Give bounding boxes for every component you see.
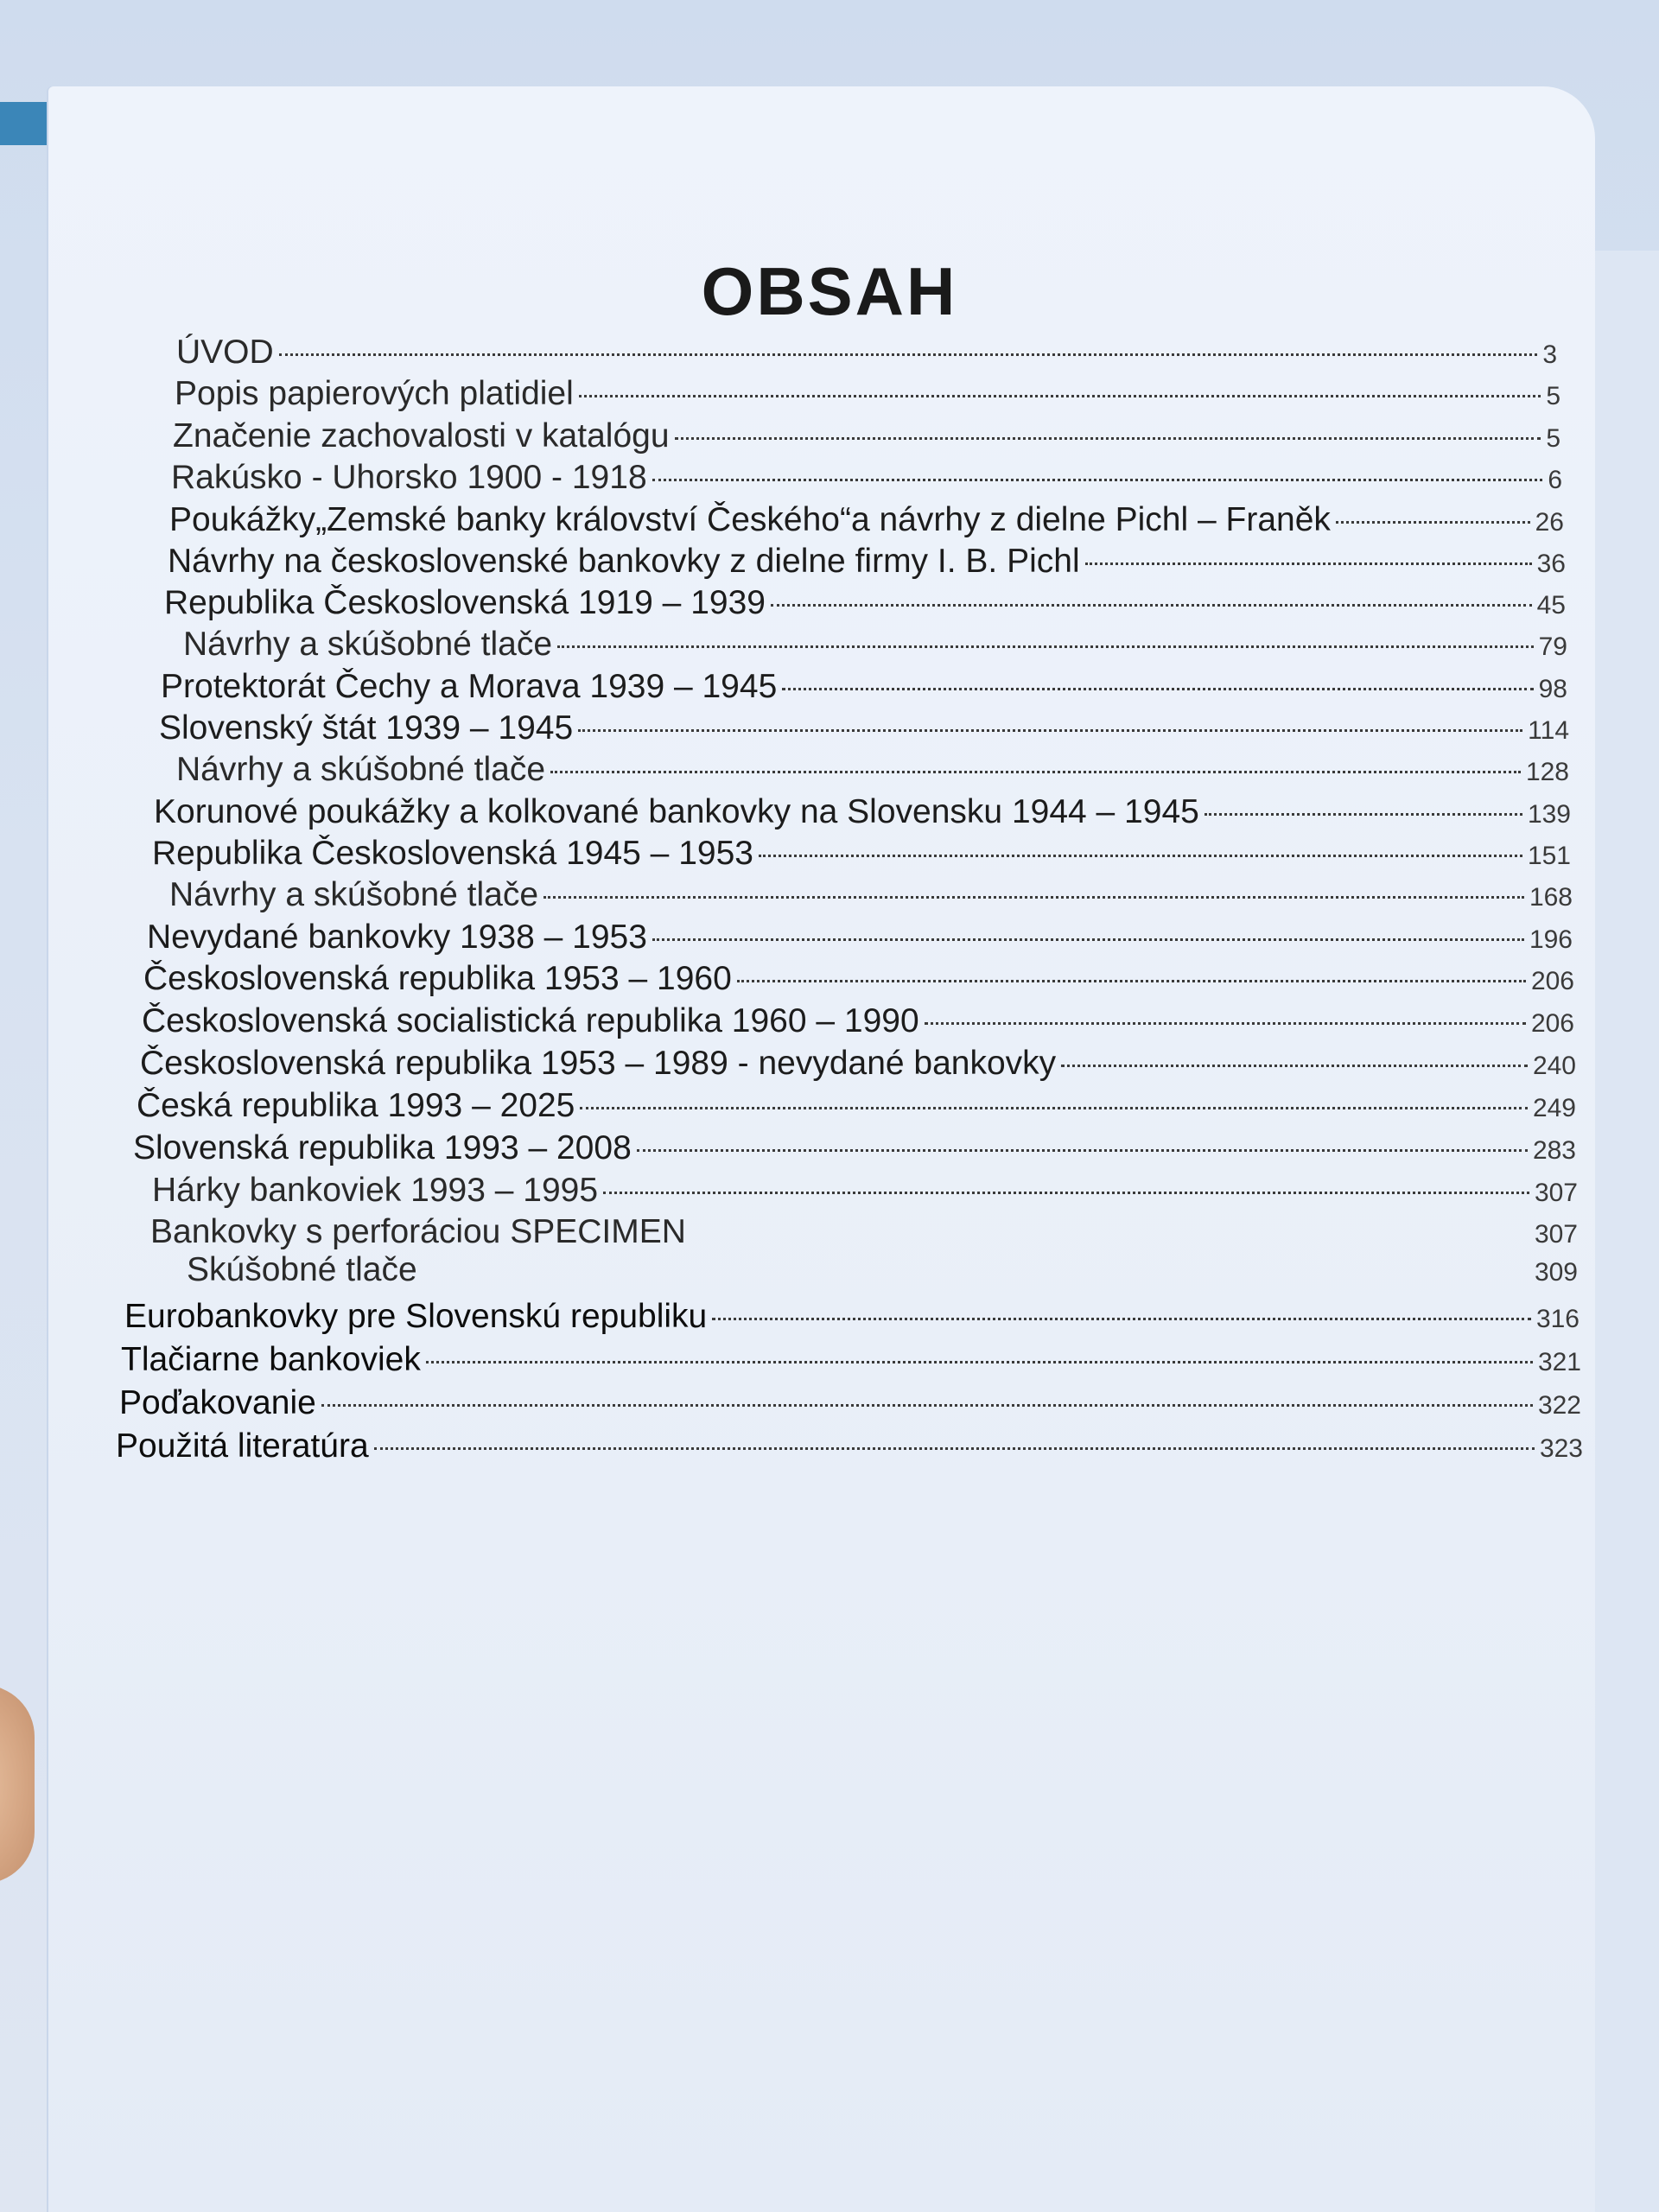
- toc-leader-dots: [321, 1404, 1533, 1407]
- toc-page-number: 5: [1546, 424, 1560, 453]
- toc-entry-label: Republika Československá 1919 – 1939: [164, 584, 766, 621]
- toc-entry-label: Československá socialistická republika 1960 – 1990: [142, 1002, 919, 1039]
- toc-entry-label: Návrhy a skúšobné tlače: [183, 626, 553, 663]
- toc-entry: [168, 541, 1566, 582]
- toc-page-number: 128: [1525, 758, 1569, 786]
- toc-page-number: 3: [1542, 340, 1557, 369]
- toc-entry-label: Korunové poukážky a kolkované bankovky na Slovensku 1944 – 1945: [154, 793, 1199, 830]
- toc-entry-label: Tlačiarne bankoviek: [121, 1341, 421, 1378]
- toc-entry: [147, 917, 1573, 958]
- toc-entry-label: Československá republika 1953 – 1960: [143, 960, 732, 997]
- toc-entry-label: Hárky bankoviek 1993 – 1995: [152, 1172, 599, 1209]
- toc-leader-dots: [712, 1318, 1531, 1320]
- toc-page-number: 114: [1528, 716, 1569, 745]
- toc-page-number: 139: [1527, 800, 1571, 829]
- toc-leader-dots: [578, 729, 1522, 732]
- toc-entry: [164, 582, 1566, 624]
- toc-entry: [116, 1426, 1583, 1467]
- toc-entry-label: Republika Československá 1945 – 1953: [152, 835, 753, 872]
- toc-leader-dots: [771, 604, 1532, 607]
- toc-entry: [119, 1382, 1581, 1424]
- toc-leader-dots: [782, 688, 1533, 690]
- toc-page-number: 36: [1536, 550, 1566, 578]
- toc-page-number: 240: [1532, 1052, 1576, 1080]
- toc-entry: [173, 416, 1560, 457]
- toc-entry: [143, 958, 1574, 1000]
- toc-entry: [175, 373, 1560, 415]
- toc-entry: [161, 666, 1567, 708]
- toc-page-number: 196: [1529, 925, 1573, 954]
- toc-leader-dots: [550, 771, 1521, 773]
- toc-leader-dots: [637, 1149, 1528, 1152]
- toc-leader-dots: [737, 980, 1526, 982]
- toc-entry: [176, 332, 1557, 373]
- toc-leader-dots: [652, 479, 1543, 481]
- toc-entry: [176, 749, 1569, 791]
- toc-page-number: 249: [1532, 1094, 1576, 1122]
- toc-leader-dots: [426, 1361, 1533, 1363]
- toc-page-number: 98: [1538, 675, 1567, 703]
- toc-entry: [140, 1043, 1576, 1084]
- toc-page-number: 206: [1530, 967, 1574, 995]
- toc-entry-label: Skúšobné tlače: [187, 1251, 417, 1288]
- toc-leader-dots: [580, 1107, 1528, 1109]
- toc-entry-label: Návrhy a skúšobné tlače: [169, 876, 539, 913]
- toc-page-number: 6: [1548, 466, 1562, 494]
- toc-entry-label: ÚVOD: [176, 334, 274, 371]
- toc-page-number: 5: [1546, 382, 1560, 410]
- toc-entry-label: Eurobankovky pre Slovenskú republiku: [124, 1298, 708, 1335]
- toc-entry-label: Nevydané bankovky 1938 – 1953: [147, 918, 647, 956]
- toc-entry-label: Návrhy na československé bankovky z dielne firmy I. B. Pichl: [168, 543, 1080, 580]
- toc-leader-dots: [1336, 521, 1530, 524]
- toc-leader-dots: [603, 1192, 1529, 1194]
- toc-entry-label: Rakúsko - Uhorsko 1900 - 1918: [171, 459, 647, 496]
- toc-entry-label: Poďakovanie: [119, 1384, 316, 1421]
- toc-entry: [150, 1211, 1578, 1253]
- toc-leader-dots: [759, 855, 1522, 857]
- toc-entry: [171, 457, 1562, 499]
- toc-entry: [187, 1249, 1578, 1291]
- toc-entry: [137, 1085, 1576, 1127]
- toc-leader-dots: [374, 1447, 1535, 1450]
- toc-leader-dots: [1205, 813, 1522, 816]
- toc-entry: [124, 1296, 1580, 1338]
- toc-entry: [169, 874, 1573, 916]
- toc-leader-dots: [543, 896, 1524, 899]
- toc-entry-label: Slovenská republika 1993 – 2008: [133, 1129, 632, 1166]
- toc-page-number: 79: [1538, 632, 1567, 661]
- toc-entry: [152, 833, 1571, 874]
- toc-entry: [152, 1170, 1578, 1211]
- toc-entry: [133, 1128, 1576, 1169]
- toc-entry-label: Česká republika 1993 – 2025: [137, 1087, 575, 1124]
- toc-leader-dots: [1061, 1065, 1528, 1067]
- toc-page-number: 283: [1532, 1136, 1576, 1165]
- toc-page-number: 316: [1535, 1305, 1580, 1333]
- toc-page-number: 307: [1534, 1220, 1578, 1249]
- toc-entry-label: Slovenský štát 1939 – 1945: [159, 709, 574, 747]
- toc-leader-dots: [925, 1022, 1526, 1025]
- toc-leader-dots: [652, 938, 1524, 941]
- toc-entry-label: Bankovky s perforáciou SPECIMEN: [150, 1213, 686, 1250]
- toc-leader-dots: [1085, 563, 1532, 565]
- toc-entry: [169, 499, 1564, 541]
- toc-entry: [142, 1001, 1574, 1042]
- toc-page-number: 321: [1537, 1348, 1581, 1376]
- toc-leader-dots: [279, 353, 1538, 356]
- toc-entry: [183, 624, 1567, 665]
- toc-entry-label: Poukážky„Zemské banky království Českého“a návrhy z dielne Pichl – Franěk: [169, 501, 1331, 538]
- toc-leader-dots: [675, 437, 1541, 440]
- toc-entry: [121, 1339, 1581, 1381]
- toc-page-number: 206: [1530, 1009, 1574, 1038]
- toc-entry-label: Popis papierových platidiel: [175, 375, 574, 412]
- toc-entry: [159, 708, 1569, 749]
- toc-entry-label: Návrhy a skúšobné tlače: [176, 751, 546, 788]
- toc-page-number: 323: [1539, 1434, 1583, 1463]
- toc-page-number: 307: [1534, 1179, 1578, 1207]
- toc-entry: [154, 791, 1571, 833]
- toc-page-number: 322: [1537, 1391, 1581, 1420]
- toc-page-number: 45: [1536, 591, 1566, 620]
- toc-entry-label: Značenie zachovalosti v katalógu: [173, 417, 670, 454]
- toc-page-number: 26: [1535, 508, 1564, 537]
- toc-entry-label: Použitá literatúra: [116, 1427, 369, 1465]
- toc-leader-dots: [579, 395, 1541, 397]
- page-title: OBSAH: [701, 253, 958, 329]
- toc-page-number: 168: [1529, 883, 1573, 912]
- toc-leader-dots: [557, 645, 1534, 648]
- toc-page-number: 151: [1527, 842, 1571, 870]
- toc-entry-label: Československá republika 1953 – 1989 - nevydané bankovky: [140, 1045, 1057, 1082]
- toc-page-number: 309: [1534, 1258, 1578, 1287]
- toc-entry-label: Protektorát Čechy a Morava 1939 – 1945: [161, 668, 778, 705]
